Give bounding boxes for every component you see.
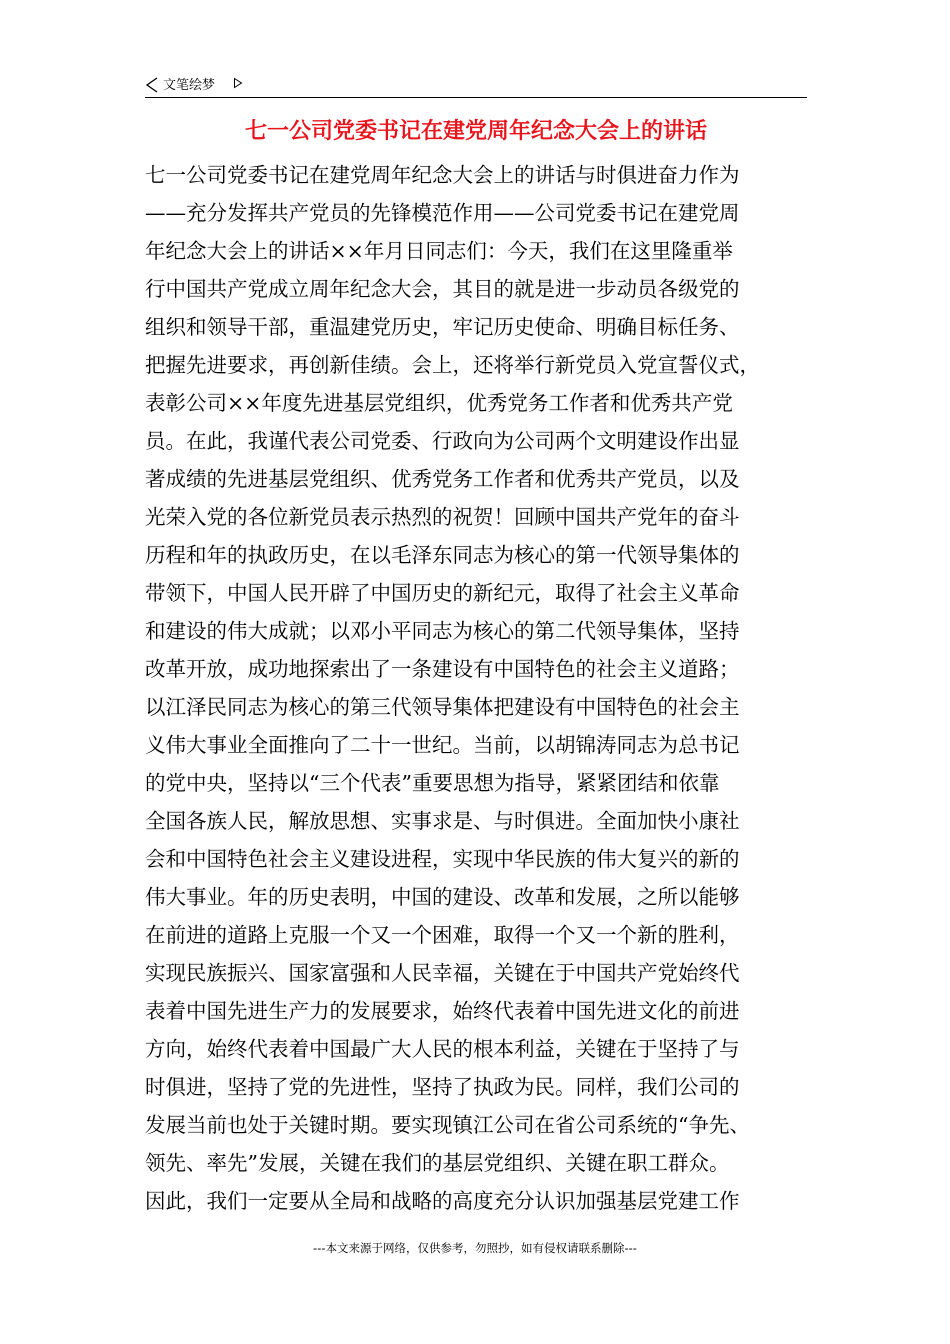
header-divider <box>145 97 807 98</box>
footer-notice: ---本文来源于网络，仅供参考，勿照抄，如有侵权请联系删除--- <box>313 1241 637 1255</box>
body-line: 把握先进要求，再创新佳绩。会上，还将举行新党员入党宣誓仪式， <box>145 353 760 377</box>
body-line: 七一公司党委书记在建党周年纪念大会上的讲话与时俱进奋力作为 <box>145 163 740 187</box>
triangle-right-outline-icon <box>233 77 243 89</box>
body-line: 改革开放，成功地探索出了一条建设有中国特色的社会主义道路； <box>145 657 740 681</box>
body-line: 行中国共产党成立周年纪念大会，其目的就是进一步动员各级党的 <box>145 277 740 301</box>
body-line: 全国各族人民，解放思想、实事求是、与时俱进。全面加快小康社 <box>145 809 740 833</box>
body-line: 历程和年的执政历史，在以毛泽东同志为核心的第一代领导集体的 <box>145 543 740 567</box>
body-line: 和建设的伟大成就；以邓小平同志为核心的第二代领导集体，坚持 <box>145 619 740 643</box>
body-line: 员。在此，我谨代表公司党委、行政向为公司两个文明建设作出显 <box>145 429 740 453</box>
body-line: 时俱进，坚持了党的先进性，坚持了执政为民。同样，我们公司的 <box>145 1075 740 1099</box>
body-line: ——充分发挥共产党员的先锋模范作用——公司党委书记在建党周 <box>145 201 740 225</box>
header-brand: 文笔绘梦 <box>163 78 216 93</box>
body-line: 以江泽民同志为核心的第三代领导集体把建设有中国特色的社会主 <box>145 695 740 719</box>
body-line: 年纪念大会上的讲话××年月日同志们：今天，我们在这里隆重举 <box>145 239 733 263</box>
document-title: 七一公司党委书记在建党周年纪念大会上的讲话 <box>244 119 707 144</box>
body-line: 表着中国先进生产力的发展要求，始终代表着中国先进文化的前进 <box>145 999 740 1023</box>
body-line: 会和中国特色社会主义建设进程，实现中华民族的伟大复兴的新的 <box>145 847 740 871</box>
body-line: 组织和领导干部，重温建党历史，牢记历史使命、明确目标任务、 <box>145 315 740 339</box>
triangle-left-outline-icon <box>145 76 159 94</box>
body-line: 伟大事业。年的历史表明，中国的建设、改革和发展，之所以能够 <box>145 885 740 909</box>
body-line: 实现民族振兴、国家富强和人民幸福，关键在于中国共产党始终代 <box>145 961 740 985</box>
document-body <box>145 156 815 1220</box>
body-line: 在前进的道路上克服一个又一个困难，取得一个又一个新的胜利， <box>145 923 740 947</box>
body-line: 著成绩的先进基层党组织、优秀党务工作者和优秀共产党员，以及 <box>145 467 740 491</box>
body-line: 带领下，中国人民开辟了中国历史的新纪元，取得了社会主义革命 <box>145 581 740 605</box>
body-line: 发展当前也处于关键时期。要实现镇江公司在省公司系统的“争先、 <box>145 1113 750 1137</box>
page-header <box>145 74 807 98</box>
body-line: 领先、率先”发展，关键在我们的基层党组织、关键在职工群众。 <box>145 1151 730 1175</box>
body-line: 方向，始终代表着中国最广大人民的根本利益，关键在于坚持了与 <box>145 1037 740 1061</box>
body-line: 表彰公司××年度先进基层党组织，优秀党务工作者和优秀共产党 <box>145 391 733 415</box>
body-line: 的党中央，坚持以“三个代表”重要思想为指导，紧紧团结和依靠 <box>145 771 720 795</box>
body-line: 光荣入党的各位新党员表示热烈的祝贺！回顾中国共产党年的奋斗 <box>145 505 740 529</box>
body-line: 因此，我们一定要从全局和战略的高度充分认识加强基层党建工作 <box>145 1189 740 1213</box>
body-line: 义伟大事业全面推向了二十一世纪。当前，以胡锦涛同志为总书记 <box>145 733 740 757</box>
